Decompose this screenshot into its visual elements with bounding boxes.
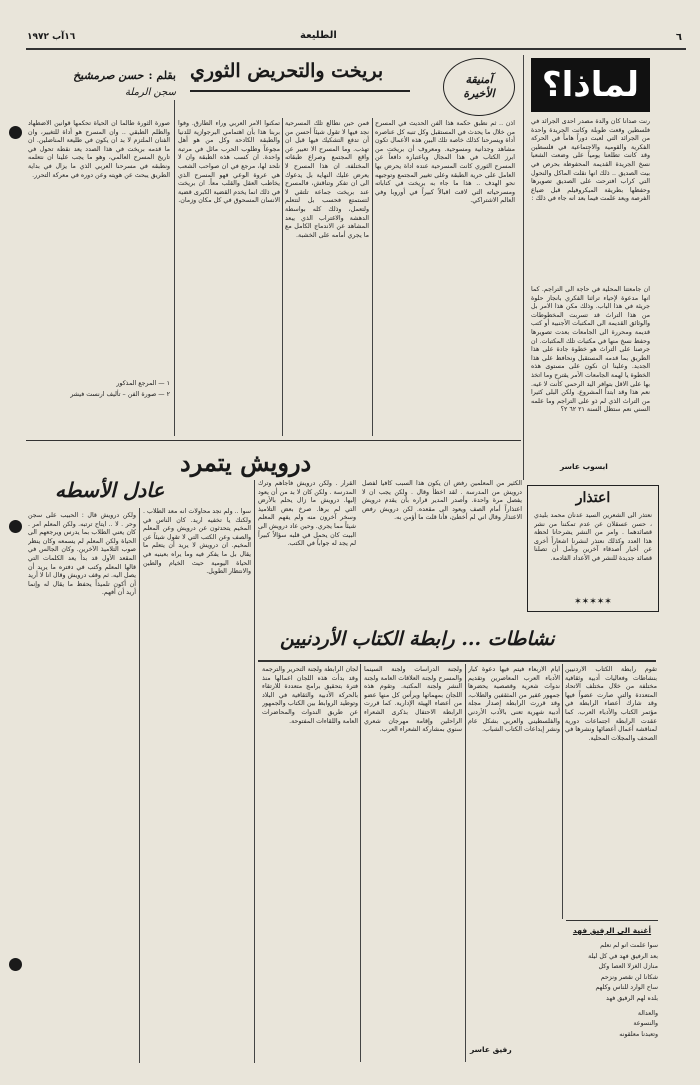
brecht-bottom-rule (26, 440, 521, 441)
limaza-signature: ابسوب عاسر (560, 462, 608, 471)
darwish-rule-a (139, 508, 140, 1063)
brecht-rule-b (282, 118, 283, 436)
poem-line: منازل الغزلا العصا وكل (598, 963, 658, 971)
nashatat-headline: نشاطات ... رابطة الكتاب الأردنيين (280, 628, 555, 650)
brecht-column-3: تمكنوا الأمر العربي وراء الطارق. وفوا بربنا هذا بأن اهتمامي البرجوازية للدنيا والطبقة الكادحة وكل من هو أهل مجوعاً وطلوب الحرب مائل في مرتبة واحدة. ان كسب هذه الطبقة وان لا نلحد لها، مرجع في ان صواحب الشعب هي عروة الوعي فهو المسرح الذي يخاطب العقل والقلب معاً. ان بريخت في ذلك انما يخدم القضية الكبرى قضية الانسان المسحوق في كل مكان وزمان. (178, 120, 280, 205)
darwish-column-1: ولكن درويش قال : الحبيب على سجن وحر . لا .. ايتاح ترتبه. ولكن المعلم امر . كان يعني الطلاب بما يدرس ويرجعهم الى الحياة ولكن المعلم لم يسمعه وكان ينظر صوب التلاميذ الآخرين. وكان الجالس في المقعد الأول قد بدأ يعد الكلمات التي قالها المعلم وكتب في دفتره ما يريد أن يصل اليه. ثم وقف درويش وقال انا لا أريد أن أكون تلميذاً يحفظ ما يقال له وإنما أريد أن أفهم. (28, 512, 136, 597)
byline-name: حسن صرمشيخ (73, 69, 144, 82)
darwish-column-3: القرار . ولكن درويش فاجأهم وترك المدرسة . ولكن كان لا بد من أن يعود إليها. درويش ما زال يحلم بالأرض التي لم يرها. صرخ بعض التلاميذ وسخر آخرون منه ولم يفهم المعلم شيئاً مما يجري. وحين عاد درويش الى البيت كان يحمل في قلبه سؤالاً كبيراً لم يجد له جواباً في الكتب. (258, 480, 356, 548)
brecht-column-2: فمن حين نطالع تلك المسرحية نجد فيها لا تقول شيئاً أحسن من أن تدفع التشكيك فيها قبل ان تهذب. وما المسرح الا تعبير عن واقع المجتمع وصراع طبقاته المختلفة. ان هذا المسرح لا يعرض عليك النهاية بل يدعوك الى ان تفكر وتناقش، فالمسرح عند بريخت جماعة تلتقي لا لتستمتع فحسب بل لتتعلم ولتعمل، وذلك كله بواسطة الدهشة والاغتراب الذي يبعد المشاهد عن الاندماج الكامل مع ما يجري أمامه على الخشبة. (285, 120, 369, 239)
byline-prefix: بقلم : (148, 69, 176, 82)
binder-hole-top (9, 126, 22, 139)
reference-2: ٢ — صورة الفن – تأليف ارنست فيشر (70, 390, 170, 398)
page-number: ٦ (675, 32, 682, 43)
brecht-headline: بريخت والتحريض الثوري (190, 60, 384, 82)
darwish-rule-b (254, 480, 255, 1063)
nashatat-rule-b (465, 664, 466, 1062)
darwish-author: عادل الأسطه (55, 478, 165, 502)
apology-stars: ✶✶✶✶✶ (574, 597, 612, 607)
brecht-title-underline (190, 90, 410, 92)
reference-1: ١ — المرجع المذكور (116, 380, 170, 387)
nashatat-rule-a (562, 664, 563, 919)
poem-line: والنسوعة (633, 1020, 658, 1028)
brecht-rule-a (372, 118, 373, 436)
poem-line: وتعبدنا معلقونه (619, 1030, 658, 1038)
nashatat-top-rule (258, 660, 656, 662)
brecht-byline (26, 64, 176, 98)
last-page-badge (443, 58, 515, 116)
brecht-references (28, 380, 170, 420)
poem-title: أغنية الى الرفيق فهد (572, 926, 652, 935)
poem-top-rule (566, 920, 658, 921)
apology-box (527, 485, 659, 612)
poem-line: بعد الرفيق فهد في كل ليلة (588, 952, 658, 960)
limaza-intro: رنت صدانا كان والدة مصدر أحدى الجرائد في فلسطين وقعت طوبلة وكانت الجريدة واحدة من الجرائد التي لعبت دوراً هاماً في الحركة الفكرية والقومية والاجتماعية في فلسطين وقد كانت تطلعنا يومياً على وضعت الشعبا نسخ الجريدة القديمة المحفوظة بحرص في بيت الصديق .. ذلك انها نقلت الماكل والنحول التي كراب افترحت على الصديق تصويرها وحفظها بطريقة الميكروفيلم قبل ضياع الفرصة ويعد علمت فيما بعد انه جاء في ذلك : (531, 118, 650, 203)
limaza-column-rule (523, 55, 524, 480)
issue-date: ١٦آب ١٩٧٢ (27, 32, 76, 42)
darwish-column-4: الكثير من المعلمين رفض ان يكون هذا السبب كافياً لفصل درويش من المدرسة . لقد اخطأ وقال . ولكن يجب ان لا يفصل مرة واحدة. وأصدر المدير قراره بأن يقدم درويش اعتذاراً أمام الصف ويعود الى مقعده. لكن درويش رفض الاعتذار وقال اني لم أخطئ، فأنا قلت ما أؤمن به. (362, 480, 522, 522)
apology-text: نعتذر الى الشعرين السيد عدنان محمد بليدي ، حسن عسقلان عن عدم تمكننا من نشر قصائدهما . وامر من النشر يشرحانا لحظة هذا العدد وكذلك نعتذر لنشرنا اشعاراً أخرى عن أخبار أصدقاء آخرين ونأمل أن تصلنا قصائد جديدة للنشر في الأعداد القادمة. (534, 512, 652, 562)
apology-title: اعتذار (575, 490, 611, 506)
header-rule (26, 48, 686, 50)
brecht-column-1: اذن .. ثم نطبق حكمة هذا الفن الحديث في المسرح من خلال ما يحدث في المستقبل وكل تنبه كل عناصره أداة ويسرحنا كذلك خاصة تلك البين هذه الأعمال تكون مشاهد وجدانية ومسوحية. ومعروف أن بريخت من ابرز الكتاب في هذا المجال وباعتباره دافعاً عن المسرح الثوري كانت المسرحية عنده اداة يحرض بها العامل على حرية الطبقة وعلى تغيير المجتمع وتوجيهه نحو الهدف .. هذا ما جاء به بريخت في كتاباته ومسرحياته التي لاقت اقبالاً كبيراً في أوروبا وفي العالم الاشتراكي. (375, 120, 515, 205)
brecht-rule-c (174, 100, 175, 436)
limaza-logo: لماذا؟ (531, 58, 650, 112)
badge-line-2: الأخيرة (463, 87, 495, 100)
binder-hole-bottom (9, 958, 22, 971)
poem-lines (566, 942, 658, 1062)
poem-line: والعدالة (637, 1009, 658, 1017)
darwish-column-2: سوا .. ولم نجد محاولات انه معد الطلاب . ولكنك يا تخفيه اريد. كان الناس في المخيم يتحدثون عن درويش وعن المعلم والصف وعن الكتب التي لا تقول شيئاً عن المخيم. ان درويش لا يريد أن يتعلم ما يقال بل ما يفكر فيه وما يراه بعينيه في الحياة اليومية حيث الخيام والطين والانتظار الطويل. (143, 508, 251, 576)
brecht-column-4: صورة الثورة طالما ان الحياة تحكمها قوانين الاضطهاد والظلم الطبقي .. وان المسرح هو أداة للتغيير، وان الفنان الملتزم لا بد ان يكون في طليعة المناضلين. ان ما قدمه بريخت في هذا الصدد يعد نقطة تحول في تاريخ المسرح العالمي، وهو ما يجب علينا ان نتعلمه ونطبقه في مسرحنا العربي الذي ما يزال في بداية الطريق يبحث عن هويته وعن دوره في معركة التحرر. (28, 120, 170, 179)
nashatat-signature: رفيق عاسر (470, 1045, 512, 1054)
nashatat-rule-c (360, 664, 361, 1062)
nashatat-column-2: أيام الاربعاء فيتم فيها دعوة كبار الأدباء العرب المعاصرين وتقديم ندوات شعرية وقصصية يحضرها جمهور غفير من المثقفين والطلاب، وقد قررت الرابطة إصدار مجلة أدبية شهرية تعنى بالأدب الأردني والفلسطيني والعربي بشكل عام ونشر إبداعات الكتاب الشباب. (468, 666, 560, 734)
darwish-headline: درويش يتمرد (180, 448, 312, 477)
poem-line: سوا علمت انو لم نعلم (600, 942, 658, 949)
limaza-body: ان جامعتنا المحلية في حاجة الى التراجم. كما انها مدعوة لإحياء تراثنا الفكري بانجاز حلوة جريئة في هذا الباب. وذلك مكن هذا الامر بل من هذا التراث قد تسربت المخطوطات والوثائق القديمة الى المكتبات الأجنبية أو كتب قديمة ومحررة الى الجامعات بعدت تصويرها وحفظ نسخ منها في مكتبات تلك المكتبات. ان جرصنا على التراث هو خطوة جادة على هذا الطريق بما قدمه المستقبل ونحافظ على هذا الجديد. وعلينا ان نكون على مستوى هذه الخطوة يا لهمة الجامعات الأمر يقترح وما اتخذ بها على الاقل بتوافر اليد الرحمي كأنت لا غيه. نعم هذا وقد ابتدأ المشروع. ولكن البلى كثيرا من التراث الذي لم ذو على التراجم وما علمه السني نعم ستظل السنة ٢١ ٦٢ ٢؟ (531, 286, 650, 414)
poem-line: ساح الوارد للناس وكلهم (595, 984, 658, 992)
poem-line: شكانا لن نقصر ونزحم (600, 973, 658, 981)
nashatat-column-3: ولجنة الدراسات ولجنة السينما والمسرح ولجنة العلاقات العامة ولجنة النشر ولجنة المكتبة. وتقوم هذه اللجان بمهماتها ويرأس كل منها عضو من أعضاء الهيئة الإدارية. كما قررت الرابطة الاحتفال بذكرى الشعراء الراحلين وإقامة مهرجان شعري سنوي بمشاركة الشعراء العرب. (364, 666, 462, 734)
nashatat-column-1: تقوم رابطة الكتاب الأردنيين بنشاطات وفعاليات أدبية وثقافية مختلفة من خلال مختلف الاتحاد المتعددة والتي صارت عضواً فيها وقد شارك أعضاء الرابطة في مؤتمر الكتاب والأدباء العرب. كما عقدت الرابطة اجتماعات دورية لمناقشة أعمال أعضائها ونشرها في الصحف والمجلات المحلية. (565, 666, 657, 742)
poem-line: بلده لهم الرفيق فهد (606, 994, 658, 1002)
section-name: الطليعة (300, 30, 337, 41)
binder-hole-middle (9, 520, 22, 533)
nashatat-column-4: لجان الرابطة ولجنة التحرير والترجمة وقد بدأت هذه اللجان اعمالها منذ فترة بتحقيق برامج متعددة للارتقاء بالحركة الأدبية والثقافية في البلاد وتوطيد الروابط بين الكتاب والجمهور عن طريق الندوات والمحاضرات العامة واللقاءات المفتوحة. (262, 666, 358, 725)
badge-line-1: آمنيقة (465, 73, 493, 86)
byline-note: سجن الرملة (125, 87, 176, 98)
